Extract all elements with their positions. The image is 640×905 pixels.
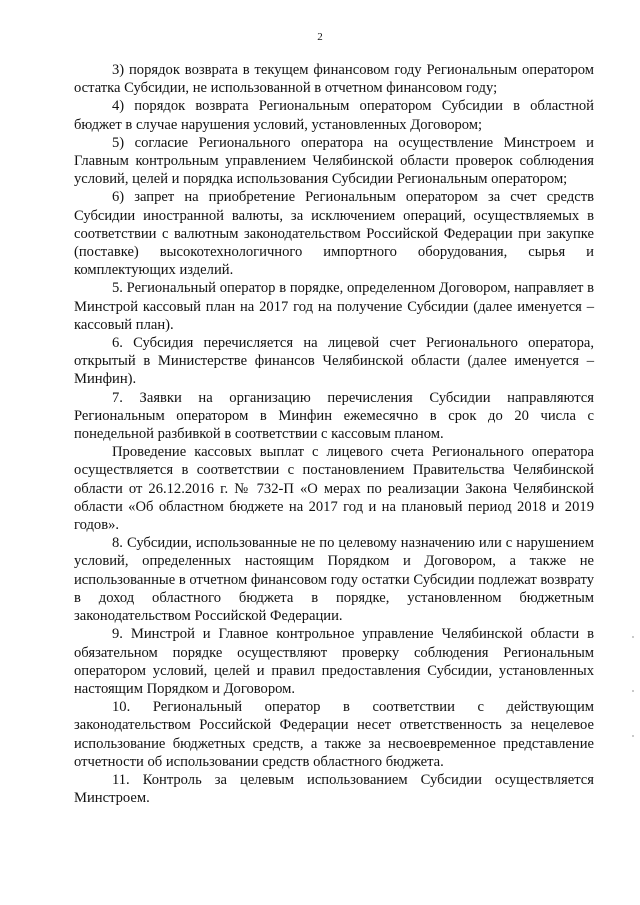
scan-artifact-dot: [632, 735, 634, 737]
paragraph-item-3: 3) порядок возврата в текущем финансовом году Региональным оператором остатка Субсидии, не использованной в отчетном финансовом году;: [74, 62, 594, 97]
paragraph-clause-10: 10. Региональный оператор в соответствии с действующим законодательством Российской Федерации несет ответственность за нецелевое использование бюджетных средств, а также за несвоевременное представление отчетности об использовании средств областного бюджета.: [74, 699, 594, 770]
page-number: 2: [317, 31, 323, 43]
paragraph-clause-9: 9. Минстрой и Главное контрольное управление Челябинской области в обязательном порядке осуществляют проверку соблюдения Региональным оператором условий, целей и правил предоставления Субсидии, установленных настоящим Порядком и Договором.: [74, 626, 594, 697]
paragraph-cash-payments: Проведение кассовых выплат с лицевого счета Регионального оператора осуществляется в соответствии с постановлением Правительства Челябинской области от 26.12.2016 г. № 732-П «О мерах по реализации Закона Челябинской области «Об областном бюджете на 2017 год и на плановый период 2018 и 2019 годов».: [74, 444, 594, 534]
paragraph-clause-11: 11. Контроль за целевым использованием Субсидии осуществляется Минстроем.: [74, 771, 594, 807]
paragraph-item-5: 5) согласие Регионального оператора на осуществление Минстроем и Главным контрольным управлением Челябинской области проверок соблюдения условий, целей и порядка использования Субсидии Региональным оператором;: [74, 134, 594, 188]
paragraph-clause-5: 5. Региональный оператор в порядке, определенном Договором, направляет в Минстрой кассовый план на 2017 год на получение Субсидии (далее именуется – кассовый план).: [74, 280, 594, 333]
paragraph-item-4: 4) порядок возврата Региональным оператором Субсидии в областной бюджет в случае нарушения условий, установленных Договором;: [74, 98, 594, 133]
paragraph-item-6: 6) запрет на приобретение Региональным оператором за счет средств Субсидии иностранной валюты, за исключением операций, осуществляемых в соответствии с валютным законодательством Российской Федерации при закупке (поставке) высокотехнологичного импортного оборудования, сырья и комплектующих изделий.: [74, 189, 594, 279]
paragraph-clause-6: 6. Субсидия перечисляется на лицевой счет Регионального оператора, открытый в Министерстве финансов Челябинской области (далее именуется – Минфин).: [74, 335, 594, 388]
document-body: [74, 61, 594, 807]
scan-artifact-dot: [632, 636, 634, 638]
scan-artifact-dot: [632, 690, 634, 692]
paragraph-clause-8: 8. Субсидии, использованные не по целевому назначению или с нарушением условий, определенных настоящим Порядком и Договором, а также не использованные в отчетном финансовом году остатки Субсидии подлежат возврату в доход областного бюджета в порядке, установленном бюджетным законодательством Российской Федерации.: [74, 535, 594, 625]
paragraph-clause-7: 7. Заявки на организацию перечисления Субсидии направляются Региональным оператором в Минфин ежемесячно в срок до 20 числа с понедельной разбивкой в соответствии с кассовым планом.: [74, 389, 594, 443]
